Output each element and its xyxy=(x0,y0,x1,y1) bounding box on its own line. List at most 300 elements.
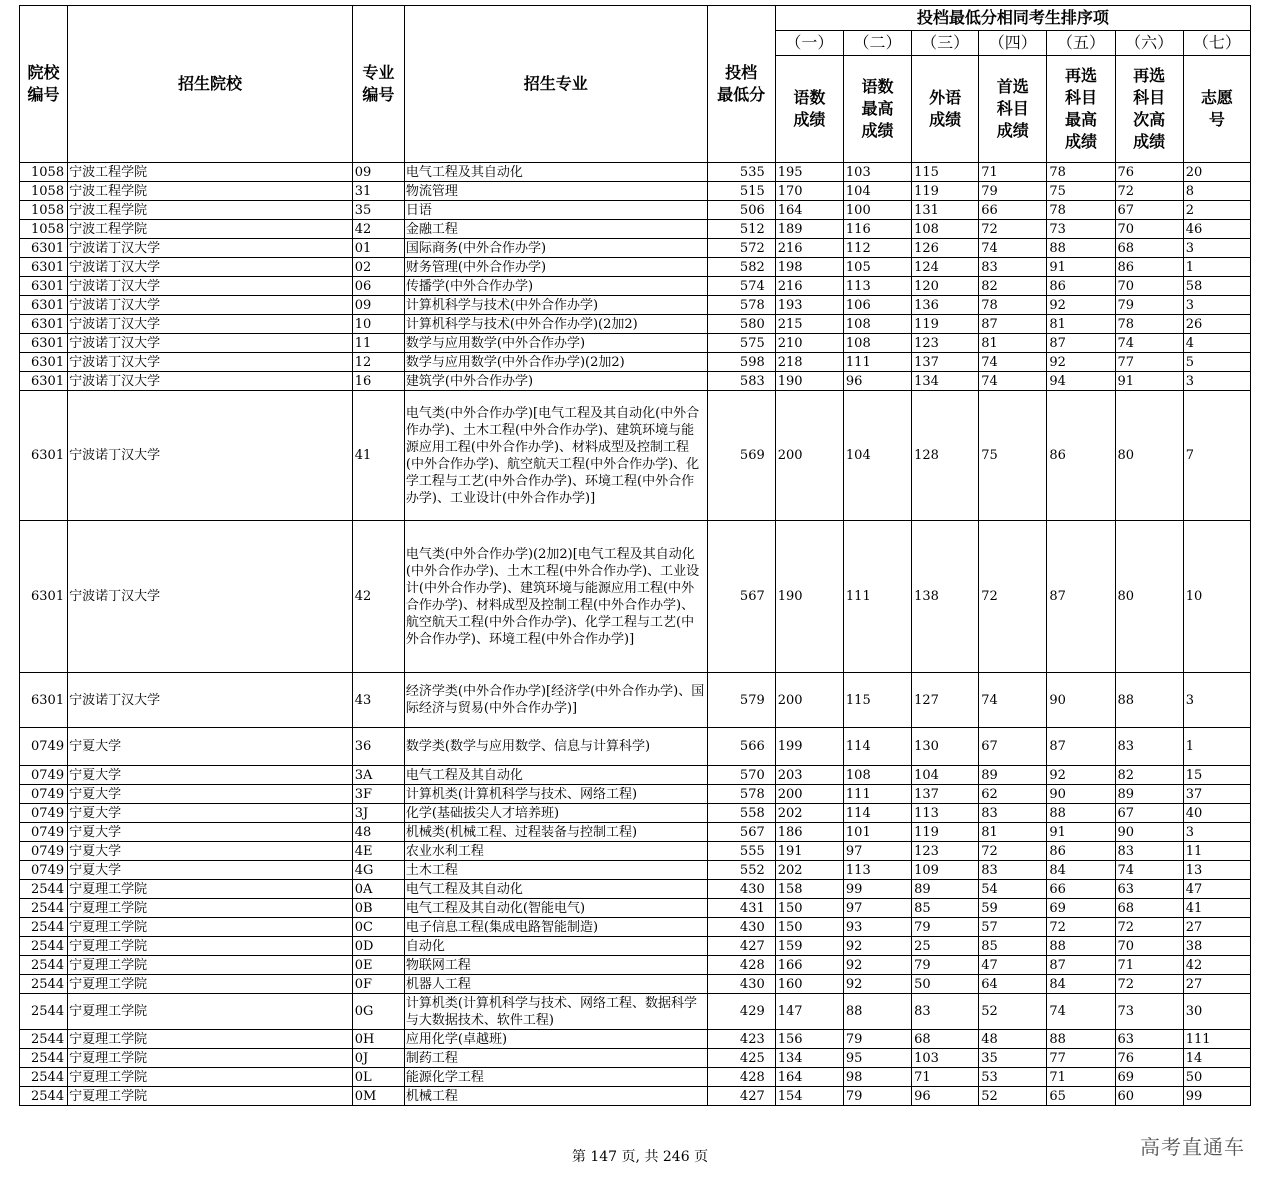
school-name-cell: 宁波工程学院 xyxy=(68,220,353,239)
score-cell: 74 xyxy=(979,372,1047,391)
score-cell: 79 xyxy=(979,182,1047,201)
major-name-cell: 物流管理 xyxy=(404,182,707,201)
score-cell: 71 xyxy=(979,163,1047,182)
score-cell: 124 xyxy=(912,258,979,277)
score-cell: 66 xyxy=(979,201,1047,220)
table-row xyxy=(20,1049,1251,1068)
school-name-cell: 宁夏大学 xyxy=(68,804,353,823)
score-cell: 80 xyxy=(1115,391,1183,521)
score-cell: 156 xyxy=(775,1030,843,1049)
major-name-cell: 国际商务(中外合作办学) xyxy=(404,239,707,258)
min-score-cell: 427 xyxy=(707,937,775,956)
score-cell: 72 xyxy=(979,220,1047,239)
score-cell: 119 xyxy=(912,315,979,334)
table-row xyxy=(20,842,1251,861)
school-name-cell: 宁波诺丁汉大学 xyxy=(68,521,353,673)
score-cell: 73 xyxy=(1115,994,1183,1030)
score-cell: 131 xyxy=(912,201,979,220)
tie-break-label: 再选 科目 次高 成绩 xyxy=(1115,56,1183,163)
score-cell: 72 xyxy=(1115,918,1183,937)
score-cell: 77 xyxy=(1047,1049,1115,1068)
school-code-cell: 6301 xyxy=(20,277,68,296)
table-row xyxy=(20,994,1251,1030)
choice-number-cell: 26 xyxy=(1183,315,1250,334)
score-cell: 164 xyxy=(775,201,843,220)
score-cell: 83 xyxy=(1115,728,1183,766)
choice-number-cell: 42 xyxy=(1183,956,1250,975)
major-code-cell: 0G xyxy=(352,994,404,1030)
choice-number-cell: 99 xyxy=(1183,1087,1250,1106)
major-name-cell: 农业水利工程 xyxy=(404,842,707,861)
min-score-cell: 579 xyxy=(707,673,775,728)
choice-number-cell: 50 xyxy=(1183,1068,1250,1087)
table-row xyxy=(20,521,1251,673)
score-cell: 86 xyxy=(1115,258,1183,277)
major-name-cell: 计算机科学与技术(中外合作办学)(2加2) xyxy=(404,315,707,334)
score-cell: 88 xyxy=(1047,239,1115,258)
score-cell: 170 xyxy=(775,182,843,201)
school-name-cell: 宁夏理工学院 xyxy=(68,937,353,956)
choice-number-cell: 11 xyxy=(1183,842,1250,861)
score-cell: 91 xyxy=(1115,372,1183,391)
score-cell: 74 xyxy=(1115,861,1183,880)
min-score-cell: 423 xyxy=(707,1030,775,1049)
score-cell: 48 xyxy=(979,1030,1047,1049)
score-cell: 47 xyxy=(979,956,1047,975)
header-min-score: 投档 最低分 xyxy=(707,6,775,163)
min-score-cell: 580 xyxy=(707,315,775,334)
major-name-cell: 数学与应用数学(中外合作办学)(2加2) xyxy=(404,353,707,372)
score-cell: 109 xyxy=(912,861,979,880)
choice-number-cell: 111 xyxy=(1183,1030,1250,1049)
score-cell: 70 xyxy=(1115,220,1183,239)
school-name-cell: 宁夏大学 xyxy=(68,842,353,861)
score-cell: 79 xyxy=(843,1030,911,1049)
school-name-cell: 宁波诺丁汉大学 xyxy=(68,673,353,728)
score-cell: 88 xyxy=(1115,673,1183,728)
score-cell: 64 xyxy=(979,975,1047,994)
score-cell: 198 xyxy=(775,258,843,277)
score-cell: 78 xyxy=(1115,315,1183,334)
school-name-cell: 宁夏理工学院 xyxy=(68,1087,353,1106)
score-cell: 74 xyxy=(1047,994,1115,1030)
choice-number-cell: 15 xyxy=(1183,766,1250,785)
min-score-cell: 598 xyxy=(707,353,775,372)
table-row xyxy=(20,975,1251,994)
score-cell: 119 xyxy=(912,823,979,842)
score-cell: 93 xyxy=(843,918,911,937)
major-code-cell: 3A xyxy=(352,766,404,785)
choice-number-cell: 46 xyxy=(1183,220,1250,239)
school-code-cell: 6301 xyxy=(20,315,68,334)
choice-number-cell: 3 xyxy=(1183,823,1250,842)
major-code-cell: 0D xyxy=(352,937,404,956)
major-code-cell: 43 xyxy=(352,673,404,728)
major-name-cell: 金融工程 xyxy=(404,220,707,239)
score-cell: 137 xyxy=(912,353,979,372)
table-row xyxy=(20,861,1251,880)
min-score-cell: 570 xyxy=(707,766,775,785)
major-name-cell: 计算机类(计算机科学与技术、网络工程) xyxy=(404,785,707,804)
major-code-cell: 36 xyxy=(352,728,404,766)
score-cell: 89 xyxy=(1115,785,1183,804)
score-cell: 200 xyxy=(775,785,843,804)
score-cell: 86 xyxy=(1047,391,1115,521)
score-cell: 68 xyxy=(912,1030,979,1049)
score-cell: 128 xyxy=(912,391,979,521)
tie-break-number: （六） xyxy=(1115,31,1183,56)
choice-number-cell: 38 xyxy=(1183,937,1250,956)
score-cell: 105 xyxy=(843,258,911,277)
school-code-cell: 2544 xyxy=(20,994,68,1030)
score-cell: 88 xyxy=(1047,1030,1115,1049)
score-cell: 81 xyxy=(1047,315,1115,334)
major-name-cell: 计算机类(计算机科学与技术、网络工程、数据科学与大数据技术、软件工程) xyxy=(404,994,707,1030)
score-cell: 62 xyxy=(979,785,1047,804)
score-cell: 76 xyxy=(1115,1049,1183,1068)
score-cell: 79 xyxy=(1115,296,1183,315)
table-body xyxy=(20,163,1251,1106)
score-cell: 103 xyxy=(912,1049,979,1068)
choice-number-cell: 14 xyxy=(1183,1049,1250,1068)
choice-number-cell: 30 xyxy=(1183,994,1250,1030)
score-cell: 154 xyxy=(775,1087,843,1106)
score-cell: 83 xyxy=(979,258,1047,277)
school-code-cell: 6301 xyxy=(20,673,68,728)
major-code-cell: 31 xyxy=(352,182,404,201)
tie-break-label: 语数 成绩 xyxy=(775,56,843,163)
score-cell: 108 xyxy=(843,334,911,353)
school-name-cell: 宁夏理工学院 xyxy=(68,1030,353,1049)
score-cell: 123 xyxy=(912,334,979,353)
score-cell: 78 xyxy=(1047,163,1115,182)
score-cell: 189 xyxy=(775,220,843,239)
score-cell: 104 xyxy=(843,391,911,521)
score-cell: 113 xyxy=(843,861,911,880)
major-name-cell: 电气工程及其自动化 xyxy=(404,766,707,785)
score-cell: 202 xyxy=(775,861,843,880)
score-cell: 199 xyxy=(775,728,843,766)
score-cell: 88 xyxy=(1047,937,1115,956)
score-cell: 52 xyxy=(979,1087,1047,1106)
score-cell: 92 xyxy=(843,956,911,975)
score-cell: 203 xyxy=(775,766,843,785)
score-cell: 69 xyxy=(1115,1068,1183,1087)
school-code-cell: 2544 xyxy=(20,1087,68,1106)
table-row xyxy=(20,296,1251,315)
score-cell: 69 xyxy=(1047,899,1115,918)
school-name-cell: 宁波诺丁汉大学 xyxy=(68,372,353,391)
score-cell: 200 xyxy=(775,673,843,728)
score-cell: 94 xyxy=(1047,372,1115,391)
choice-number-cell: 20 xyxy=(1183,163,1250,182)
score-cell: 72 xyxy=(1115,975,1183,994)
table-row xyxy=(20,766,1251,785)
score-cell: 158 xyxy=(775,880,843,899)
min-score-cell: 430 xyxy=(707,918,775,937)
major-name-cell: 经济学类(中外合作办学)[经济学(中外合作办学)、国际经济与贸易(中外合作办学)] xyxy=(404,673,707,728)
school-name-cell: 宁夏大学 xyxy=(68,861,353,880)
school-name-cell: 宁波工程学院 xyxy=(68,201,353,220)
score-cell: 92 xyxy=(1047,296,1115,315)
table-row xyxy=(20,353,1251,372)
major-name-cell: 机械工程 xyxy=(404,1087,707,1106)
table-row xyxy=(20,391,1251,521)
major-code-cell: 06 xyxy=(352,277,404,296)
score-cell: 136 xyxy=(912,296,979,315)
min-score-cell: 515 xyxy=(707,182,775,201)
choice-number-cell: 27 xyxy=(1183,918,1250,937)
school-name-cell: 宁波诺丁汉大学 xyxy=(68,258,353,277)
major-code-cell: 09 xyxy=(352,296,404,315)
score-cell: 111 xyxy=(843,785,911,804)
score-cell: 134 xyxy=(912,372,979,391)
score-cell: 114 xyxy=(843,728,911,766)
score-cell: 134 xyxy=(775,1049,843,1068)
score-cell: 112 xyxy=(843,239,911,258)
score-cell: 57 xyxy=(979,918,1047,937)
school-code-cell: 0749 xyxy=(20,766,68,785)
choice-number-cell: 1 xyxy=(1183,728,1250,766)
major-name-cell: 电气工程及其自动化(智能电气) xyxy=(404,899,707,918)
score-cell: 113 xyxy=(912,804,979,823)
major-code-cell: 12 xyxy=(352,353,404,372)
table-row xyxy=(20,258,1251,277)
school-name-cell: 宁波诺丁汉大学 xyxy=(68,353,353,372)
min-score-cell: 506 xyxy=(707,201,775,220)
min-score-cell: 512 xyxy=(707,220,775,239)
score-cell: 66 xyxy=(1047,880,1115,899)
table-row xyxy=(20,880,1251,899)
school-code-cell: 2544 xyxy=(20,1030,68,1049)
major-code-cell: 0C xyxy=(352,918,404,937)
school-code-cell: 2544 xyxy=(20,880,68,899)
major-code-cell: 10 xyxy=(352,315,404,334)
score-cell: 83 xyxy=(1115,842,1183,861)
score-cell: 78 xyxy=(1047,201,1115,220)
school-name-cell: 宁夏大学 xyxy=(68,728,353,766)
major-code-cell: 42 xyxy=(352,220,404,239)
min-score-cell: 569 xyxy=(707,391,775,521)
choice-number-cell: 10 xyxy=(1183,521,1250,673)
tie-break-number: （七） xyxy=(1183,31,1250,56)
score-cell: 79 xyxy=(912,918,979,937)
score-cell: 53 xyxy=(979,1068,1047,1087)
score-cell: 96 xyxy=(843,372,911,391)
score-cell: 87 xyxy=(1047,728,1115,766)
min-score-cell: 567 xyxy=(707,521,775,673)
score-cell: 91 xyxy=(1047,258,1115,277)
school-code-cell: 6301 xyxy=(20,334,68,353)
score-cell: 71 xyxy=(1115,956,1183,975)
school-name-cell: 宁夏大学 xyxy=(68,785,353,804)
school-code-cell: 0749 xyxy=(20,804,68,823)
min-score-cell: 582 xyxy=(707,258,775,277)
major-name-cell: 自动化 xyxy=(404,937,707,956)
school-name-cell: 宁夏理工学院 xyxy=(68,899,353,918)
score-cell: 100 xyxy=(843,201,911,220)
score-cell: 85 xyxy=(979,937,1047,956)
table-row xyxy=(20,673,1251,728)
score-cell: 215 xyxy=(775,315,843,334)
score-cell: 75 xyxy=(1047,182,1115,201)
min-score-cell: 578 xyxy=(707,296,775,315)
table-row xyxy=(20,201,1251,220)
major-name-cell: 电气类(中外合作办学)[电气工程及其自动化(中外合作办学)、土木工程(中外合作办学)、建筑环境与能源应用工程(中外合作办学)、材料成型及控制工程(中外合作办学)、航空航天工程(中外合作办学)、化学工程与工艺(中外合作办学)、环境工程(中外合作办学)、工业设计(中外合作办学)] xyxy=(404,391,707,521)
table-row xyxy=(20,315,1251,334)
major-code-cell: 48 xyxy=(352,823,404,842)
score-cell: 75 xyxy=(979,391,1047,521)
score-cell: 54 xyxy=(979,880,1047,899)
min-score-cell: 555 xyxy=(707,842,775,861)
major-code-cell: 42 xyxy=(352,521,404,673)
min-score-cell: 535 xyxy=(707,163,775,182)
min-score-cell: 567 xyxy=(707,823,775,842)
table-row xyxy=(20,220,1251,239)
table-row xyxy=(20,956,1251,975)
school-name-cell: 宁夏理工学院 xyxy=(68,956,353,975)
score-cell: 104 xyxy=(843,182,911,201)
score-cell: 71 xyxy=(912,1068,979,1087)
score-cell: 79 xyxy=(912,956,979,975)
score-cell: 119 xyxy=(912,182,979,201)
major-code-cell: 09 xyxy=(352,163,404,182)
school-name-cell: 宁夏大学 xyxy=(68,823,353,842)
school-code-cell: 2544 xyxy=(20,1068,68,1087)
school-code-cell: 2544 xyxy=(20,918,68,937)
score-cell: 101 xyxy=(843,823,911,842)
tie-break-number: （三） xyxy=(912,31,979,56)
choice-number-cell: 1 xyxy=(1183,258,1250,277)
score-cell: 159 xyxy=(775,937,843,956)
table-row xyxy=(20,823,1251,842)
min-score-cell: 430 xyxy=(707,975,775,994)
major-code-cell: 41 xyxy=(352,391,404,521)
score-cell: 115 xyxy=(912,163,979,182)
school-code-cell: 0749 xyxy=(20,823,68,842)
score-cell: 70 xyxy=(1115,277,1183,296)
score-cell: 99 xyxy=(843,880,911,899)
score-cell: 96 xyxy=(912,1087,979,1106)
score-cell: 90 xyxy=(1115,823,1183,842)
score-cell: 120 xyxy=(912,277,979,296)
score-cell: 137 xyxy=(912,785,979,804)
choice-number-cell: 8 xyxy=(1183,182,1250,201)
score-cell: 200 xyxy=(775,391,843,521)
min-score-cell: 552 xyxy=(707,861,775,880)
score-cell: 92 xyxy=(843,975,911,994)
score-cell: 108 xyxy=(843,766,911,785)
tie-break-number: （一） xyxy=(775,31,843,56)
score-cell: 97 xyxy=(843,842,911,861)
table-row xyxy=(20,918,1251,937)
school-code-cell: 2544 xyxy=(20,956,68,975)
choice-number-cell: 47 xyxy=(1183,880,1250,899)
tie-break-label: 志愿 号 xyxy=(1183,56,1250,163)
score-cell: 115 xyxy=(843,673,911,728)
score-cell: 90 xyxy=(1047,673,1115,728)
score-cell: 166 xyxy=(775,956,843,975)
score-cell: 86 xyxy=(1047,277,1115,296)
score-cell: 108 xyxy=(912,220,979,239)
score-cell: 92 xyxy=(843,937,911,956)
school-code-cell: 2544 xyxy=(20,899,68,918)
score-cell: 92 xyxy=(1047,766,1115,785)
score-cell: 87 xyxy=(1047,956,1115,975)
score-cell: 218 xyxy=(775,353,843,372)
score-cell: 193 xyxy=(775,296,843,315)
major-code-cell: 35 xyxy=(352,201,404,220)
choice-number-cell: 4 xyxy=(1183,334,1250,353)
admission-score-table xyxy=(19,5,1251,1106)
major-name-cell: 财务管理(中外合作办学) xyxy=(404,258,707,277)
score-cell: 76 xyxy=(1115,163,1183,182)
major-name-cell: 应用化学(卓越班) xyxy=(404,1030,707,1049)
major-name-cell: 电气类(中外合作办学)(2加2)[电气工程及其自动化(中外合作办学)、土木工程(中外合作办学)、工业设计(中外合作办学)、建筑环境与能源应用工程(中外合作办学)、材料成型及控制工程(中外合作办学)、航空航天工程(中外合作办学)、化学工程与工艺(中外合作办学)、环境工程(中外合作办学)] xyxy=(404,521,707,673)
school-code-cell: 2544 xyxy=(20,975,68,994)
choice-number-cell: 3 xyxy=(1183,372,1250,391)
major-code-cell: 02 xyxy=(352,258,404,277)
major-code-cell: 0F xyxy=(352,975,404,994)
min-score-cell: 427 xyxy=(707,1087,775,1106)
choice-number-cell: 37 xyxy=(1183,785,1250,804)
score-cell: 90 xyxy=(1047,785,1115,804)
min-score-cell: 428 xyxy=(707,1068,775,1087)
score-cell: 74 xyxy=(979,239,1047,258)
choice-number-cell: 13 xyxy=(1183,861,1250,880)
school-code-cell: 1058 xyxy=(20,163,68,182)
score-cell: 79 xyxy=(843,1087,911,1106)
school-code-cell: 1058 xyxy=(20,220,68,239)
major-code-cell: 0B xyxy=(352,899,404,918)
min-score-cell: 431 xyxy=(707,899,775,918)
score-cell: 84 xyxy=(1047,861,1115,880)
tie-break-label: 语数 最高 成绩 xyxy=(843,56,911,163)
score-cell: 87 xyxy=(1047,521,1115,673)
school-code-cell: 6301 xyxy=(20,372,68,391)
score-cell: 80 xyxy=(1115,521,1183,673)
school-name-cell: 宁波诺丁汉大学 xyxy=(68,239,353,258)
school-name-cell: 宁波诺丁汉大学 xyxy=(68,296,353,315)
major-name-cell: 土木工程 xyxy=(404,861,707,880)
min-score-cell: 425 xyxy=(707,1049,775,1068)
major-name-cell: 制药工程 xyxy=(404,1049,707,1068)
table-header xyxy=(20,6,1251,163)
score-cell: 67 xyxy=(1115,201,1183,220)
major-code-cell: 0E xyxy=(352,956,404,975)
score-cell: 77 xyxy=(1115,353,1183,372)
choice-number-cell: 40 xyxy=(1183,804,1250,823)
header-tie-break-title: 投档最低分相同考生排序项 xyxy=(775,6,1250,31)
score-cell: 74 xyxy=(979,673,1047,728)
major-code-cell: 0A xyxy=(352,880,404,899)
min-score-cell: 566 xyxy=(707,728,775,766)
table-row xyxy=(20,899,1251,918)
major-code-cell: 11 xyxy=(352,334,404,353)
school-code-cell: 1058 xyxy=(20,182,68,201)
major-code-cell: 16 xyxy=(352,372,404,391)
major-name-cell: 能源化学工程 xyxy=(404,1068,707,1087)
score-cell: 186 xyxy=(775,823,843,842)
score-cell: 72 xyxy=(1115,182,1183,201)
score-cell: 103 xyxy=(843,163,911,182)
score-cell: 59 xyxy=(979,899,1047,918)
table-row xyxy=(20,1030,1251,1049)
school-name-cell: 宁波诺丁汉大学 xyxy=(68,391,353,521)
score-cell: 73 xyxy=(1047,220,1115,239)
major-code-cell: 0L xyxy=(352,1068,404,1087)
header-school-name: 招生院校 xyxy=(68,6,353,163)
